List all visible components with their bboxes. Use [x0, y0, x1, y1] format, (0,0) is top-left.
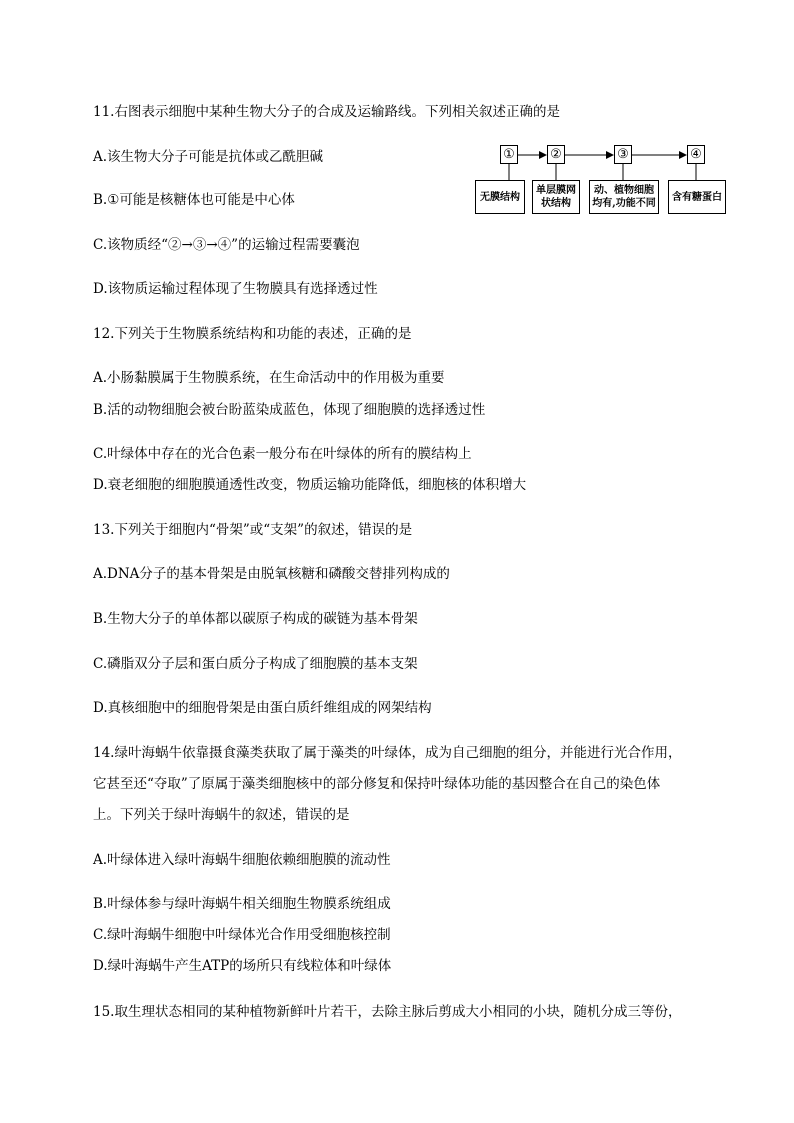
q14-option-b: B.叶绿体参与绿叶海蜗牛相关细胞生物膜系统组成 [93, 896, 391, 912]
diagram-desc-2: 单层膜网状结构 [532, 180, 580, 214]
q11-option-c: C.该物质经“②→③→④”的运输过程需要囊泡 [93, 237, 360, 253]
q11-option-b: B.①可能是核糖体也可能是中心体 [93, 192, 295, 208]
diagram-number-3: ③ [614, 145, 632, 164]
diagram-number-2: ② [547, 145, 565, 164]
q14-stem-line-2: 它甚至还“夺取”了原属于藻类细胞核中的部分修复和保持叶绿体功能的基因整合在自己的染色体 [93, 776, 661, 792]
diagram-desc-1: 无膜结构 [475, 180, 525, 214]
q13-option-a: A.DNA分子的基本骨架是由脱氧核糖和磷酸交替排列构成的 [93, 566, 450, 582]
q14-option-d: D.绿叶海蜗牛产生ATP的场所只有线粒体和叶绿体 [93, 958, 392, 974]
diagram-desc-3: 动、植物细胞均有,功能不同 [589, 180, 659, 214]
q13-option-b: B.生物大分子的单体都以碳原子构成的碳链为基本骨架 [93, 611, 418, 627]
q15-stem: 15.取生理状态相同的某种植物新鲜叶片若干，去除主脉后剪成大小相同的小块，随机分成三等份， [93, 1004, 682, 1020]
q14-option-c: C.绿叶海蜗牛细胞中叶绿体光合作用受细胞核控制 [93, 927, 391, 943]
q11-option-d: D.该物质运输过程体现了生物膜具有选择透过性 [93, 281, 378, 297]
q11-option-a: A.该生物大分子可能是抗体或乙酰胆碱 [93, 149, 324, 165]
q11-transport-diagram [474, 144, 728, 214]
q13-stem: 13.下列关于细胞内“骨架”或“支架”的叙述，错误的是 [93, 522, 413, 538]
diagram-number-4: ④ [687, 145, 705, 164]
diagram-number-1: ① [500, 145, 518, 164]
q12-option-c: C.叶绿体中存在的光合色素一般分布在叶绿体的所有的膜结构上 [93, 446, 472, 462]
q14-option-a: A.叶绿体进入绿叶海蜗牛细胞依赖细胞膜的流动性 [93, 852, 391, 868]
q12-option-b: B.活的动物细胞会被台盼蓝染成蓝色，体现了细胞膜的选择透过性 [93, 402, 486, 418]
q14-stem-line-3: 上。下列关于绿叶海蜗牛的叙述，错误的是 [93, 807, 350, 823]
q12-stem: 12.下列关于生物膜系统结构和功能的表述，正确的是 [93, 326, 412, 342]
q13-option-d: D.真核细胞中的细胞骨架是由蛋白质纤维组成的网架结构 [93, 700, 432, 716]
q11-stem: 11.右图表示细胞中某种生物大分子的合成及运输路线。下列相关叙述正确的是 [93, 104, 560, 120]
q13-option-c: C.磷脂双分子层和蛋白质分子构成了细胞膜的基本支架 [93, 656, 418, 672]
diagram-desc-4: 含有糖蛋白 [668, 180, 726, 214]
q14-stem-line-1: 14.绿叶海蜗牛依靠摄食藻类获取了属于藻类的叶绿体，成为自己细胞的组分，并能进行光合作用， [93, 745, 682, 761]
q12-option-d: D.衰老细胞的细胞膜通透性改变，物质运输功能降低，细胞核的体积增大 [93, 477, 527, 493]
q12-option-a: A.小肠黏膜属于生物膜系统，在生命活动中的作用极为重要 [93, 370, 445, 386]
